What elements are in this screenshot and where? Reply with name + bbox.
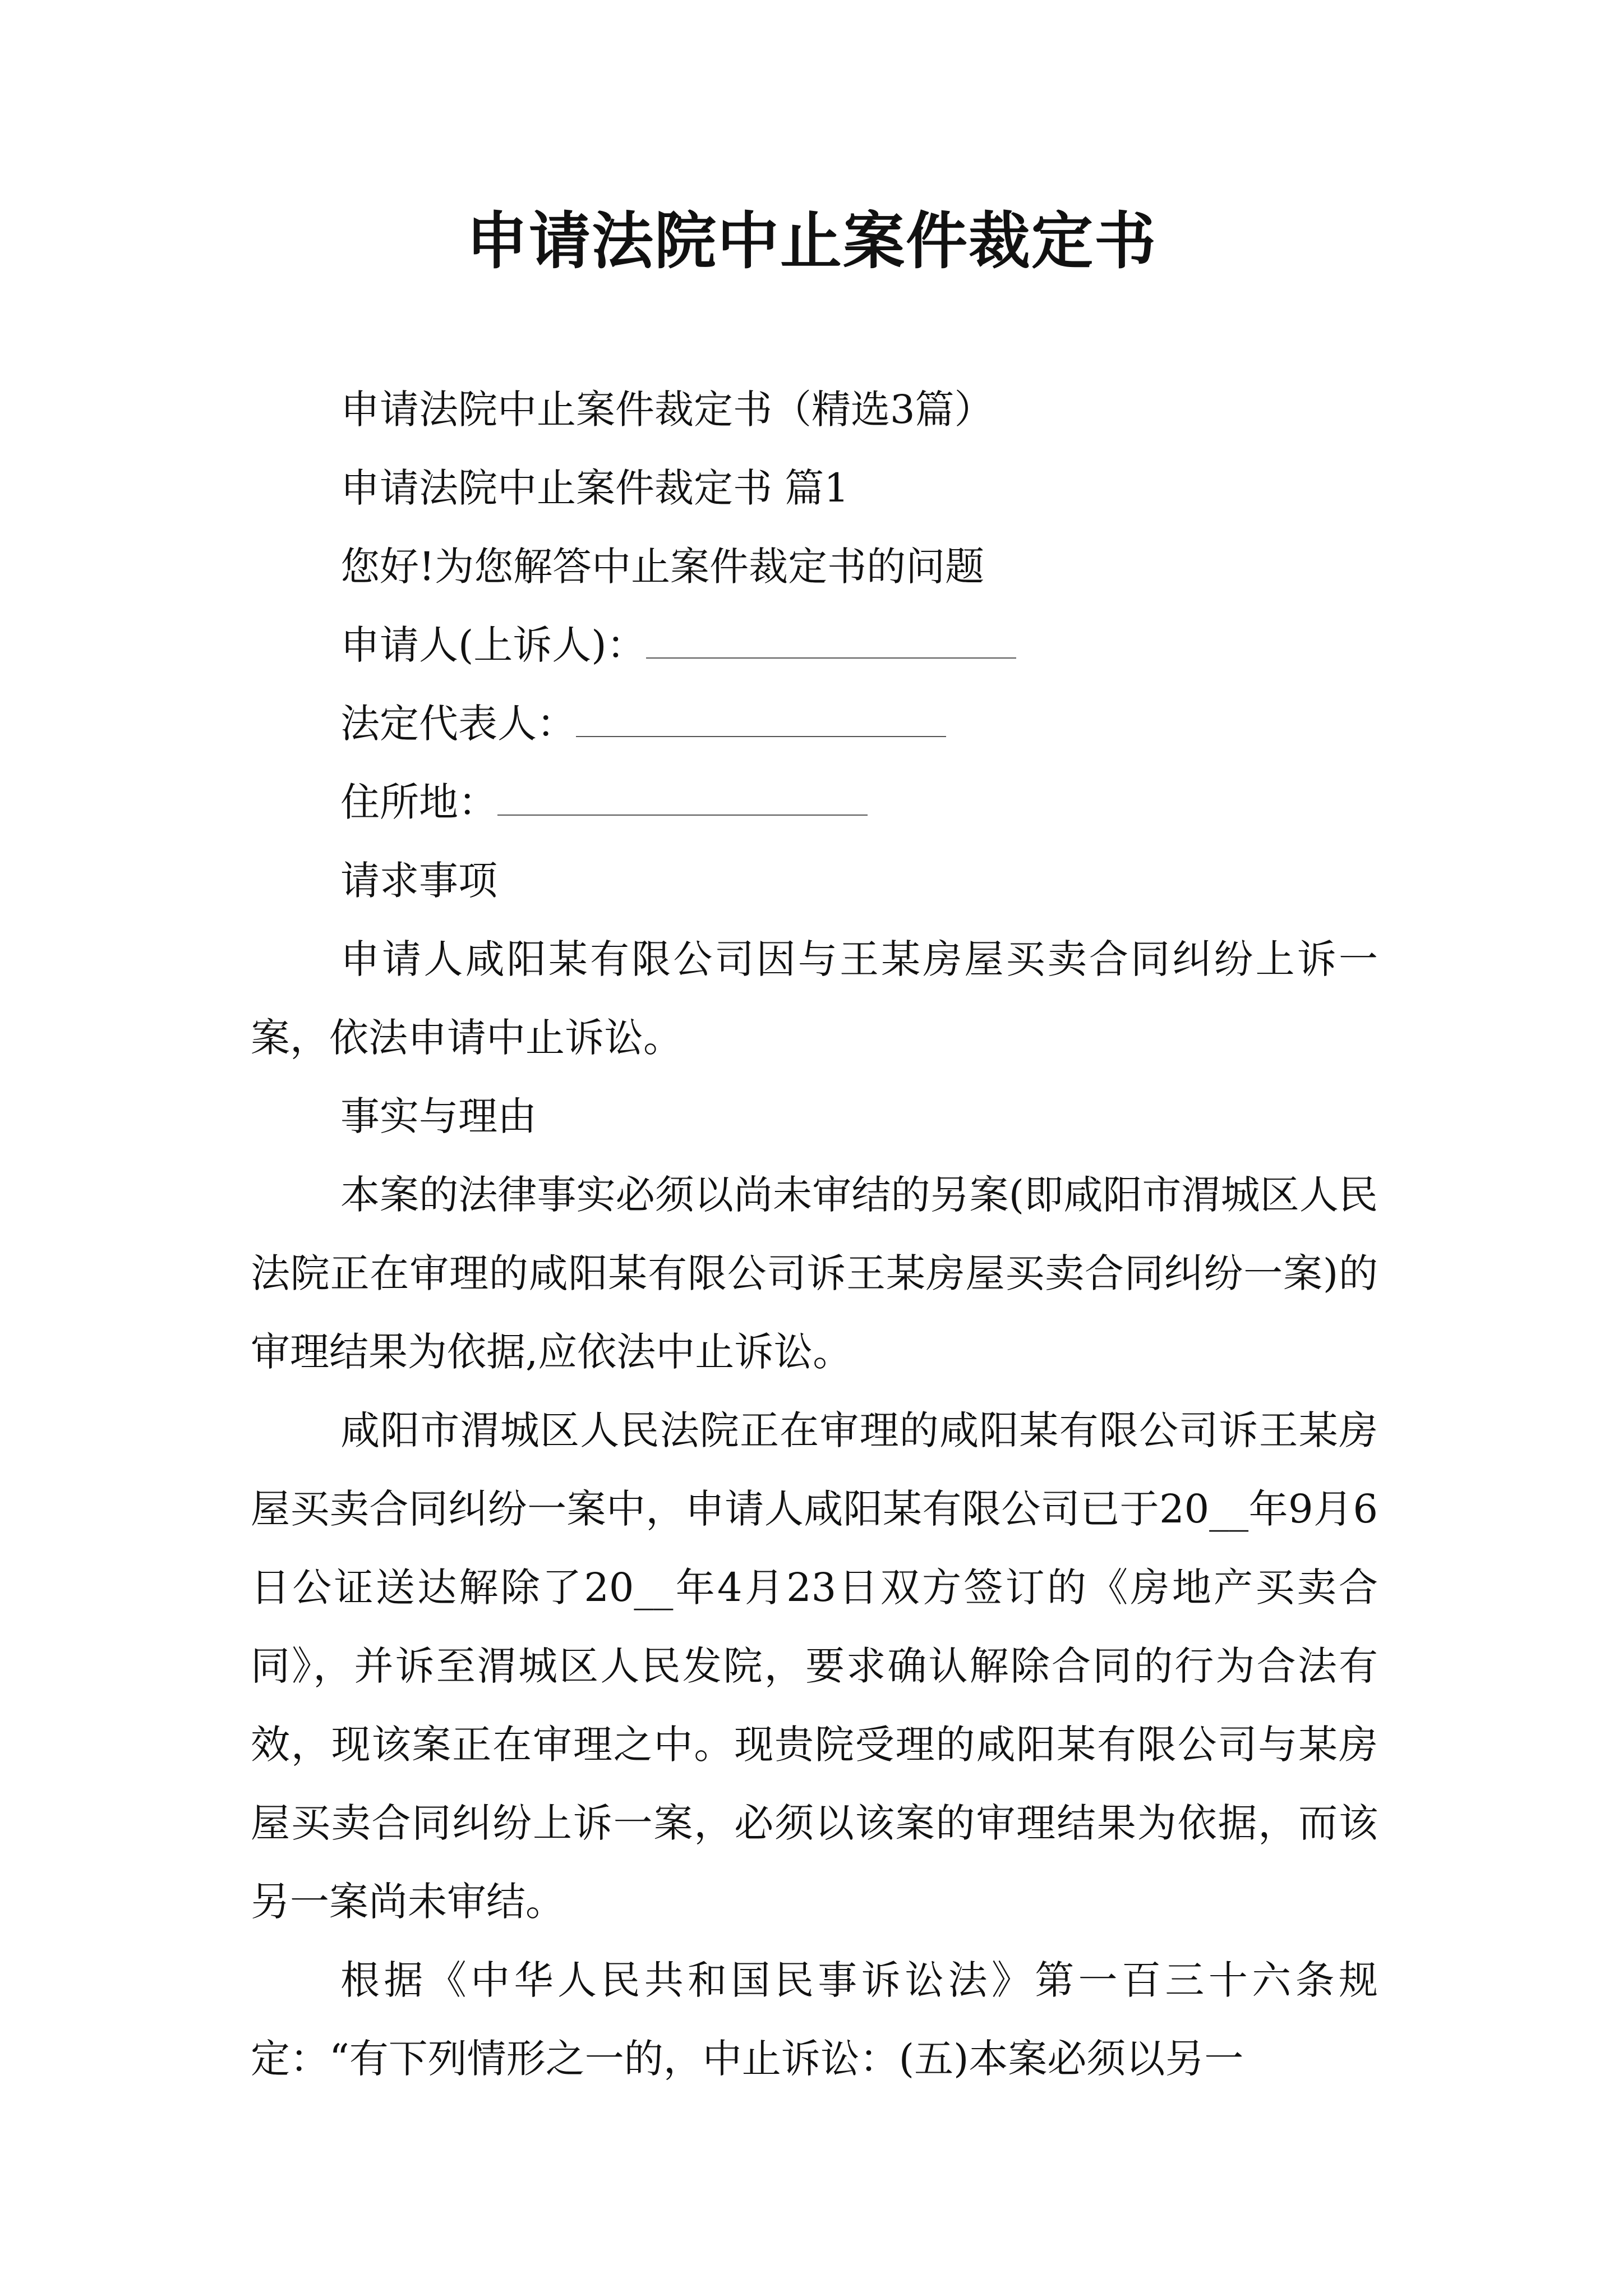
facts-paragraph-3: 根据《中华人民共和国民事诉讼法》第一百三十六条规定：“有下列情形之一的，中止诉讼：(五)本案必须以另一: [251, 1957, 1378, 2082]
greeting-line: 您好!为您解答中止案件裁定书的问题: [340, 544, 985, 590]
applicant-field: [251, 606, 1378, 684]
document-title: 申请法院中止案件裁定书: [466, 205, 1157, 277]
applicant-label: 申请人(上诉人)：: [340, 622, 646, 668]
legal-rep-blank-line: [576, 697, 946, 737]
address-field: [251, 763, 1378, 841]
facts-paragraph-1: 本案的法律事实必须以尚未审结的另案(即咸阳市渭城区人民法院正在审理的咸阳某有限公司诉王某房屋买卖合同纠纷一案)的审理结果为依据,应依法中止诉讼。: [251, 1172, 1378, 1375]
request-heading: 请求事项: [340, 858, 497, 904]
facts-paragraph-2: 咸阳市渭城区人民法院正在审理的咸阳某有限公司诉王某房屋买卖合同纠纷一案中，申请人咸阳某有限公司已于20__年9月6日公证送达解除了20__年4月23日双方签订的《房地产买卖合同》，并诉至渭城区人民发院，要求确认解除合同的行为合法有效，现该案正在审理之中。现贵院受理的咸阳某有限公司与某房屋买卖合同纠纷上诉一案，必须以该案的审理结果为依据，而该另一案尚未审结。: [251, 1407, 1378, 1925]
request-paragraph: 申请人咸阳某有限公司因与王某房屋买卖合同纠纷上诉一案，依法申请中止诉讼。: [251, 936, 1378, 1061]
facts-heading: 事实与理由: [340, 1093, 537, 1139]
section-heading: 申请法院中止案件裁定书 篇1: [340, 465, 849, 511]
applicant-blank-line: [646, 618, 1016, 659]
legal-rep-label: 法定代表人：: [340, 701, 576, 747]
subtitle: 申请法院中止案件裁定书（精选3篇）: [340, 386, 994, 432]
address-label: 住所地：: [340, 779, 497, 825]
legal-rep-field: [251, 684, 1378, 763]
document-body: [251, 370, 1378, 2098]
address-blank-line: [497, 775, 868, 816]
